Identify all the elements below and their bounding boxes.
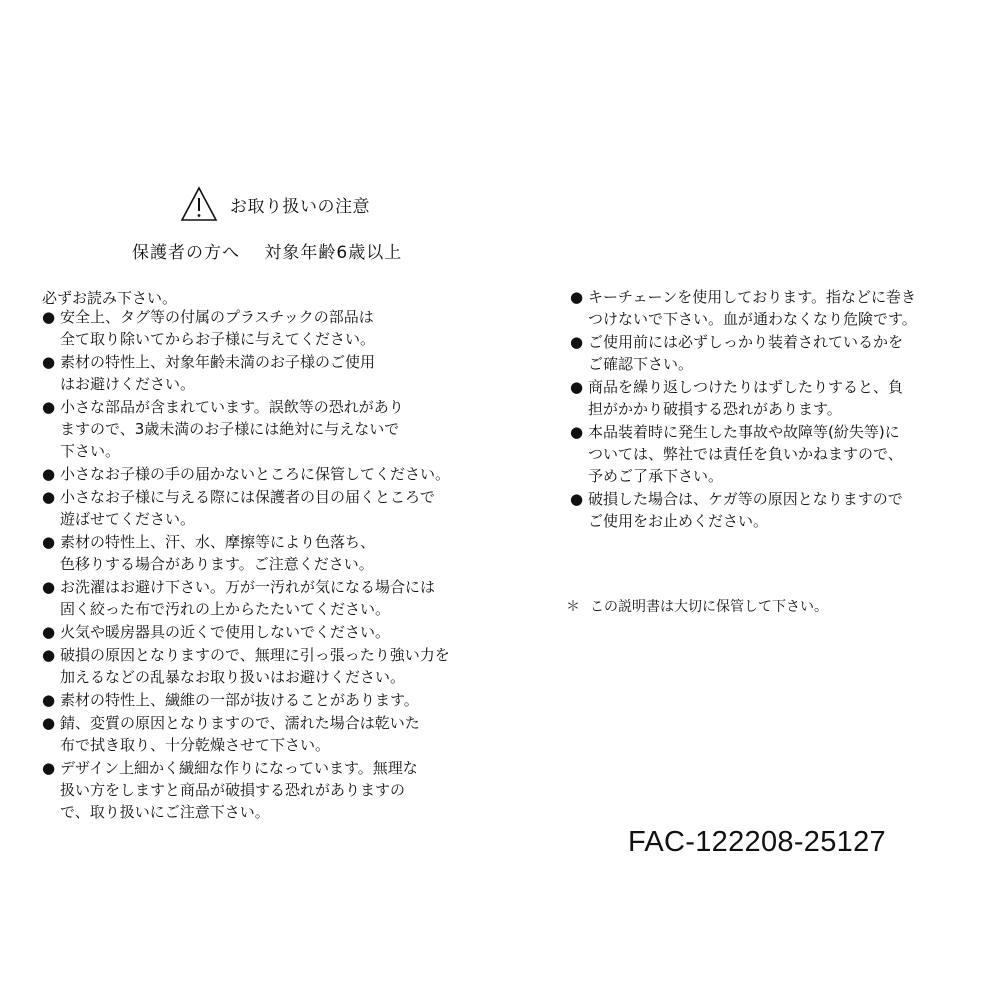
caution-text-line: 色移りする場合があります。ご注意ください。 xyxy=(60,555,374,573)
caution-text-line: 全て取り除いてからお子様に与えてください。 xyxy=(60,330,376,348)
bullet-icon: ● xyxy=(570,288,584,306)
asterisk-mark: ＊ xyxy=(566,599,580,615)
caution-text-line: 本品装着時に発生した事故や故障等(紛失等)に xyxy=(588,423,900,441)
bullet-icon: ● xyxy=(42,488,56,506)
caution-item xyxy=(570,376,970,420)
bullet-icon: ● xyxy=(42,714,56,732)
caution-text-line: 固く絞った布で汚れの上からたたいてください。 xyxy=(60,600,391,618)
caution-item xyxy=(42,306,482,350)
bullet-icon: ● xyxy=(42,308,56,326)
bullet-icon: ● xyxy=(42,578,56,596)
caution-text-line: 素材の特性上、汗、水、摩擦等により色落ち、 xyxy=(60,533,376,551)
caution-item xyxy=(42,621,482,643)
page-title: お取り扱いの注意 xyxy=(230,196,370,217)
caution-item xyxy=(42,576,482,620)
page-subtitle: 保護者の方へ 対象年齢6歳以上 xyxy=(132,243,403,263)
caution-text-line: 下さい。 xyxy=(60,442,121,460)
caution-text-line: 素材の特性上、繊維の一部が抜けることがあります。 xyxy=(60,691,419,709)
caution-text-line: 布で拭き取り、十分乾燥させて下さい。 xyxy=(60,736,331,754)
storage-note-text: この説明書は大切に保管して下さい。 xyxy=(590,599,828,615)
caution-item xyxy=(42,351,482,395)
caution-text-line: キーチェーンを使用しております。指などに巻き xyxy=(588,288,917,306)
caution-text-line: ご使用前には必ずしっかり装着されているかを xyxy=(588,333,904,351)
bullet-icon: ● xyxy=(570,333,584,351)
bullet-icon: ● xyxy=(570,423,584,441)
caution-item xyxy=(42,689,482,711)
bullet-icon: ● xyxy=(42,465,56,483)
caution-text-line: お洗濯はお避け下さい。万が一汚れが気になる場合には xyxy=(60,578,436,596)
caution-text-line: 安全上、タグ等の付属のプラスチックの部品は xyxy=(60,308,374,326)
caution-text-line: ついては、弊社では責任を負いかねますので、 xyxy=(588,445,903,463)
warning-triangle-icon xyxy=(180,186,218,222)
bullet-icon: ● xyxy=(570,490,584,508)
caution-text-line: ご確認下さい。 xyxy=(588,355,694,373)
title-row xyxy=(180,184,370,224)
caution-text-line: ますので、3歳未満のお子様には絶対に与えないで xyxy=(60,420,400,438)
caution-text-line: 予めご了承下さい。 xyxy=(588,467,724,485)
bullet-icon: ● xyxy=(42,353,56,371)
caution-text-line: デザイン上細かく繊細な作りになっています。無理な xyxy=(60,759,418,777)
caution-item xyxy=(42,463,482,485)
caution-text-line: ご使用をお止めください。 xyxy=(588,512,769,530)
intro-text: 必ずお読み下さい。 xyxy=(42,289,178,307)
caution-text-line: 小さな部品が含まれています。誤飲等の恐れがあり xyxy=(60,398,404,416)
caution-text-line: 小さなお子様の手の届かないところに保管してください。 xyxy=(60,465,451,483)
caution-item xyxy=(42,396,482,462)
caution-item xyxy=(42,531,482,575)
left-caution-list xyxy=(42,306,482,824)
caution-item xyxy=(570,331,970,375)
bullet-icon: ● xyxy=(42,533,56,551)
caution-text-line: 素材の特性上、対象年齢未満のお子様のご使用 xyxy=(60,353,376,371)
caution-text-line: 破損の原因となりますので、無理に引っ張ったり強い力を xyxy=(60,646,450,664)
caution-item xyxy=(570,488,970,532)
bullet-icon: ● xyxy=(42,623,56,641)
storage-note xyxy=(566,596,828,616)
caution-text-line: 火気や暖房器具の近くで使用しないでください。 xyxy=(60,623,391,641)
caution-item xyxy=(42,644,482,688)
product-code: FAC-122208-25127 xyxy=(628,826,886,858)
caution-item xyxy=(570,421,970,487)
caution-text-line: 錆、変質の原因となりますので、濡れた場合は乾いた xyxy=(60,714,420,732)
caution-item xyxy=(42,712,482,756)
caution-item xyxy=(570,286,970,330)
caution-text-line: はお避けください。 xyxy=(60,375,196,393)
caution-text-line: つけないで下さい。血が通わなくなり危険です。 xyxy=(588,310,917,328)
caution-text-line: 加えるなどの乱暴なお取り扱いはお避けください。 xyxy=(60,668,406,686)
caution-text-line: 小さなお子様に与える際には保護者の目の届くところで xyxy=(60,488,435,506)
caution-text-line: 商品を繰り返しつけたりはずしたりすると、負 xyxy=(588,378,904,396)
caution-text-line: 担がかかり破損する恐れがあります。 xyxy=(588,400,842,418)
caution-text-line: 遊ばせてください。 xyxy=(60,510,196,528)
caution-text-line: 破損した場合は、ケガ等の原因となりますので xyxy=(588,490,903,508)
caution-item xyxy=(42,486,482,530)
caution-text-line: で、取り扱いにご注意下さい。 xyxy=(60,803,270,821)
caution-item xyxy=(42,757,482,823)
bullet-icon: ● xyxy=(42,759,56,777)
bullet-icon: ● xyxy=(570,378,584,396)
bullet-icon: ● xyxy=(42,398,56,416)
right-caution-list xyxy=(570,286,970,533)
bullet-icon: ● xyxy=(42,646,56,664)
caution-text-line: 扱い方をしますと商品が破損する恐れがありますの xyxy=(60,781,406,799)
bullet-icon: ● xyxy=(42,691,56,709)
